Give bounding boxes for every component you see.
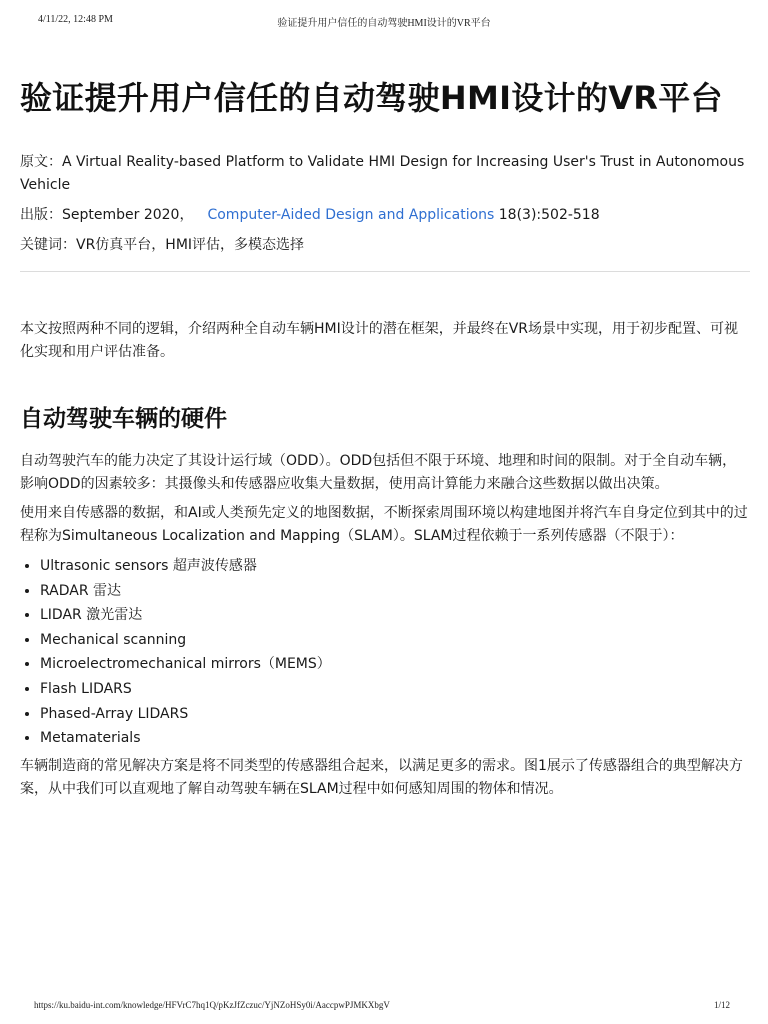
closing-paragraph: 车辆制造商的常见解决方案是将不同类型的传感器组合起来，以满足更多的需求。图1展示了传感器组合的典型解决方案，从中我们可以直观地了解自动驾驶车辆在SLAM过程中如何感知周围的物体和情况。 (20, 757, 743, 797)
divider (20, 271, 750, 272)
original-label: 原文： (20, 154, 62, 170)
published-label: 出版： (20, 207, 62, 223)
paragraph-odd: 自动驾驶汽车的能力决定了其设计运行域（ODD）。ODD包括但不限于环境、地理和时间的限制。对于全自动车辆，影响ODD的因素较多：其摄像头和传感器应收集大量数据，使用高计算能力来融合这些数据以做出决策。 (20, 453, 737, 492)
journal-link[interactable]: Computer-Aided Design and Applications (207, 207, 495, 223)
print-title: 验证提升用户信任的自动驾驶HMI设计的VR平台 (277, 18, 491, 29)
section-heading: 自动驾驶车辆的硬件 (20, 406, 227, 432)
paragraph-slam: 使用来自传感器的数据，和AI或人类预先定义的地图数据，不断探索周围环境以构建地图并将汽车自身定位到其中的过程称为Simultaneous Localization and Mapping（SLAM）。SLAM过程依赖于一系列传感器（不限于）： (20, 505, 748, 544)
list-item: • Mechanical scanning (40, 628, 750, 653)
page-number: 1/12 (713, 1000, 730, 1010)
list-item: • Phased-Array LIDARS (40, 702, 750, 727)
published-pages: 18(3):502-518 (494, 207, 600, 223)
print-date: 4/11/22, 12:48 PM (38, 14, 113, 25)
footer-url: https://ku.baidu-int.com/knowledge/HFVrC7hq1Q/pKzJfZczuc/YjNZoHSy0i/AaccpwPJMKXbgV (34, 1000, 390, 1010)
list-item: • Metamaterials (40, 726, 750, 751)
article (20, 78, 750, 801)
page-title: 验证提升用户信任的自动驾驶HMI设计的VR平台 (20, 79, 723, 117)
list-item: • Ultrasonic sensors 超声波传感器 (40, 554, 750, 579)
original-line (20, 151, 750, 197)
keywords-text: VR仿真平台，HMI评估，多模态选择 (76, 237, 305, 253)
sensor-list (20, 554, 750, 751)
published-date: September 2020， (62, 207, 194, 223)
keywords-label: 关键词： (20, 237, 76, 253)
published-line (20, 204, 750, 227)
section-body (20, 450, 750, 548)
list-item: • LIDAR 激光雷达 (40, 603, 750, 628)
list-item: • Microelectromechanical mirrors（MEMS） (40, 652, 750, 677)
intro-paragraph: 本文按照两种不同的逻辑，介绍两种全自动车辆HMI设计的潜在框架，并最终在VR场景中实现，用于初步配置、可视化实现和用户评估准备。 (20, 321, 739, 360)
original-text: A Virtual Reality-based Platform to Validate HMI Design for Increasing User's Trust in Autonomous Vehicle (20, 154, 745, 193)
keywords-line (20, 234, 750, 257)
list-item: • Flash LIDARS (40, 677, 750, 702)
list-item: • RADAR 雷达 (40, 579, 750, 604)
article-meta (20, 151, 750, 257)
